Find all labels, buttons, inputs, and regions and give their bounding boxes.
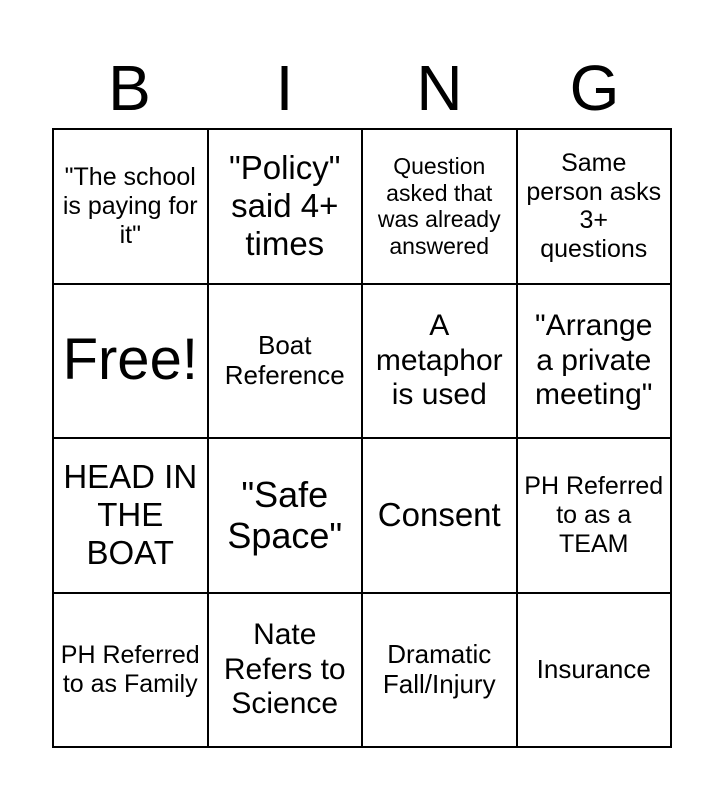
- bingo-cell-10[interactable]: [208, 438, 363, 593]
- bingo-cell-text: HEAD IN THE BOAT: [63, 458, 198, 572]
- bingo-cell-12[interactable]: [517, 438, 672, 593]
- bingo-cell-5-free[interactable]: [53, 284, 208, 439]
- bingo-cell-text: Nate Refers to Science: [223, 618, 346, 720]
- bingo-cell-2[interactable]: [208, 129, 363, 284]
- bingo-cell-8[interactable]: [517, 284, 672, 439]
- bingo-cell-text: "Safe Space": [227, 473, 343, 557]
- bingo-header: [52, 48, 672, 128]
- bingo-cell-text: Free!: [62, 327, 198, 393]
- bingo-cell-7[interactable]: [362, 284, 517, 439]
- header-letter-g: G: [569, 52, 620, 124]
- bingo-cell-text: PH Referred to as Family: [60, 641, 200, 698]
- bingo-cell-text: Consent: [377, 496, 501, 534]
- bingo-cell-15[interactable]: [362, 593, 517, 748]
- header-letter-n: N: [416, 52, 463, 124]
- bingo-cell-9[interactable]: [53, 438, 208, 593]
- bingo-cell-14[interactable]: [208, 593, 363, 748]
- bingo-cell-text: Same person asks 3+ questions: [526, 148, 662, 263]
- bingo-cell-13[interactable]: [53, 593, 208, 748]
- bingo-cell-1[interactable]: [53, 129, 208, 284]
- header-letter-i: I: [275, 52, 294, 124]
- bingo-cell-3[interactable]: [362, 129, 517, 284]
- bingo-cell-text: "The school is paying for it": [62, 163, 198, 249]
- bingo-cell-text: Insurance: [536, 653, 651, 684]
- bingo-cell-text: "Arrange a private meeting": [535, 309, 653, 411]
- bingo-card-grid: [52, 128, 672, 748]
- bingo-cell-text: "Policy" said 4+ times: [229, 149, 341, 263]
- bingo-cell-text: Question asked that was already answered: [377, 153, 501, 259]
- bingo-cell-6[interactable]: [208, 284, 363, 439]
- bingo-cell-text: Dramatic Fall/Injury: [382, 638, 496, 699]
- bingo-cell-16[interactable]: [517, 593, 672, 748]
- bingo-cell-text: Boat Reference: [224, 329, 345, 390]
- bingo-cell-11[interactable]: [362, 438, 517, 593]
- bingo-cell-text: PH Referred to as a TEAM: [524, 472, 664, 558]
- bingo-cell-4[interactable]: [517, 129, 672, 284]
- bingo-cell-text: A metaphor is used: [375, 309, 503, 411]
- header-letter-b: B: [108, 52, 151, 124]
